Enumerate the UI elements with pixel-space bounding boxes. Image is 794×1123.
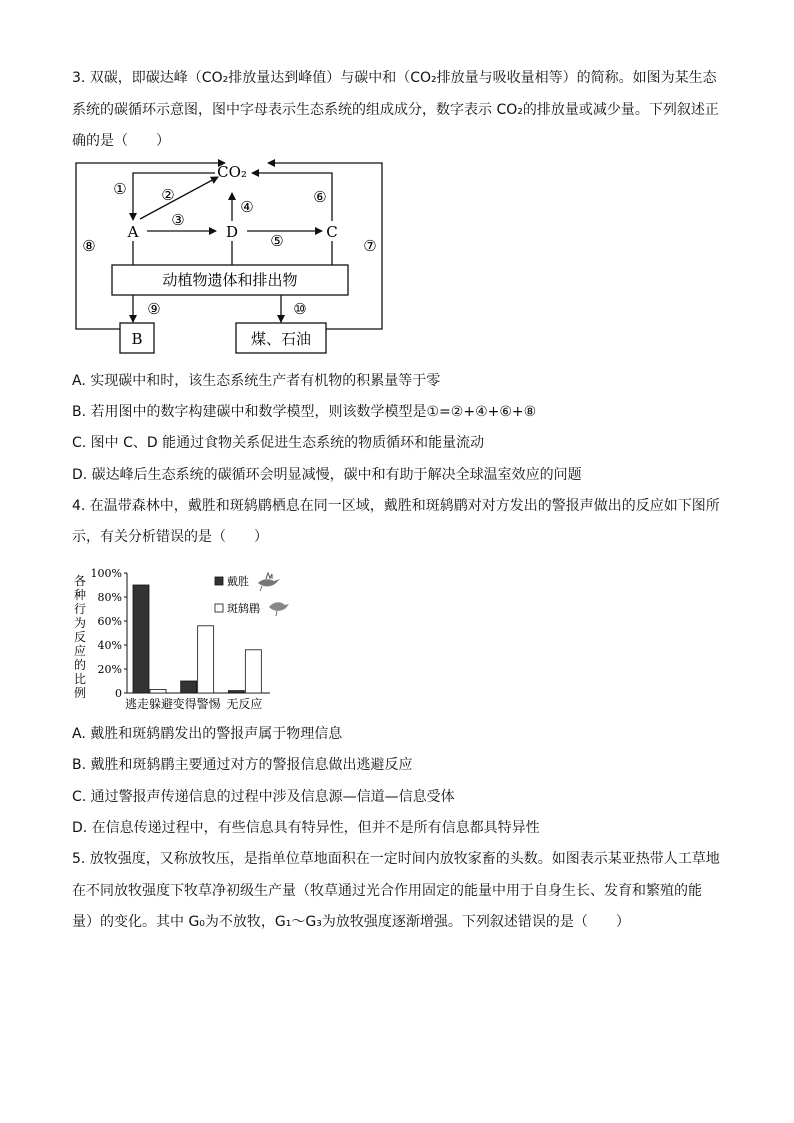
hoopoe-bird-icon xyxy=(258,573,280,591)
q3-option-c: C. 图中 C、D 能通过食物关系促进生态系统的物质循环和能量流动 xyxy=(72,435,485,451)
legend-swatch-daisheng xyxy=(215,577,223,585)
remains-label: 动植物遗体和排出物 xyxy=(162,271,298,289)
y-tick-label: 20% xyxy=(97,663,122,676)
label-5: ⑤ xyxy=(270,232,284,250)
label-2: ② xyxy=(161,186,175,204)
q3-option-b: B. 若用图中的数字构建碳中和数学模型，则该数学模型是①=②+④+⑥+⑧ xyxy=(72,404,537,420)
q4-option-c: C. 通过警报声传递信息的过程中涉及信息源—信道—信息受体 xyxy=(72,789,455,805)
q5-line-1: 5. 放牧强度，又称放牧压，是指单位草地面积在一定时间内放牧家畜的头数。如图表示某亚热带人工草地 xyxy=(72,851,720,867)
y-tick-label: 40% xyxy=(97,639,122,652)
y-axis-label-char: 各 xyxy=(73,574,87,588)
label-9: ⑨ xyxy=(147,300,161,318)
y-axis-label-char: 为 xyxy=(73,616,87,630)
y-axis-label-char: 种 xyxy=(73,588,87,602)
babbler-bird-icon xyxy=(269,602,289,616)
label-6: ⑥ xyxy=(313,188,327,206)
bar-daisheng xyxy=(181,681,197,693)
q4-option-a: A. 戴胜和斑鸫鹛发出的警报声属于物理信息 xyxy=(72,726,343,742)
y-axis-label-char: 例 xyxy=(73,686,87,700)
y-tick-label: 0 xyxy=(115,687,122,700)
legend-swatch-bandongmei xyxy=(215,604,223,612)
bar-bandongmei xyxy=(150,689,166,693)
carbon-cycle-diagram xyxy=(70,157,390,357)
y-axis-label-char: 反 xyxy=(73,630,87,644)
label-7: ⑦ xyxy=(363,237,377,255)
q5-line-3: 量）的变化。其中 G₀为不放牧，G₁～G₃为放牧强度逐渐增强。下列叙述错误的是（ ） xyxy=(72,914,630,930)
y-axis-label-char: 应 xyxy=(73,644,87,658)
node-d: D xyxy=(225,223,239,241)
bar-bandongmei xyxy=(245,650,261,693)
node-c: C xyxy=(326,223,338,241)
alarm-response-bar-chart xyxy=(70,563,310,713)
node-b: B xyxy=(131,330,143,348)
q4-option-b: B. 戴胜和斑鸫鹛主要通过对方的警报信息做出逃避反应 xyxy=(72,757,413,773)
bar-bandongmei xyxy=(198,626,214,693)
q4-option-d: D. 在信息传递过程中，有些信息具有特异性，但并不是所有信息都具特异性 xyxy=(72,820,540,836)
q3-option-d: D. 碳达峰后生态系统的碳循环会明显减慢，碳中和有助于解决全球温室效应的问题 xyxy=(72,467,582,483)
label-10: ⑩ xyxy=(293,300,307,318)
q3-option-a: A. 实现碳中和时，该生态系统生产者有机物的积累量等于零 xyxy=(72,373,441,389)
label-3: ③ xyxy=(171,211,185,229)
q4-line-2: 示，有关分析错误的是（ ） xyxy=(72,529,268,545)
label-8: ⑧ xyxy=(82,237,96,255)
x-category-label: 无反应 xyxy=(226,697,263,711)
label-4: ④ xyxy=(240,198,254,216)
y-tick-label: 80% xyxy=(97,591,122,604)
x-category-label: 变得警惕 xyxy=(172,697,221,711)
coal-label: 煤、石油 xyxy=(250,330,312,348)
label-1: ① xyxy=(113,180,127,198)
node-a: A xyxy=(127,223,139,241)
bar-daisheng xyxy=(133,585,149,693)
y-tick-label: 60% xyxy=(97,615,122,628)
legend-label-bandongmei: 斑鸫鹛 xyxy=(227,602,260,615)
x-category-label: 逃走躲避 xyxy=(124,697,174,711)
y-tick-label: 100% xyxy=(90,567,122,580)
chart-legend xyxy=(215,573,289,616)
q5-line-2: 在不同放牧强度下牧草净初级生产量（牧草通过光合作用固定的能量中用于自身生长、发育和繁殖的能 xyxy=(72,883,702,899)
q3-line-3: 确的是（ ） xyxy=(72,133,170,149)
y-axis-label-char: 比 xyxy=(73,672,87,686)
legend-label-daisheng: 戴胜 xyxy=(227,575,249,588)
q4-line-1: 4. 在温带森林中，戴胜和斑鸫鹛栖息在同一区域，戴胜和斑鸫鹛对对方发出的警报声做出的反应如下图所 xyxy=(72,498,720,514)
q3-line-1: 3. 双碳，即碳达峰（CO₂排放量达到峰值）与碳中和（CO₂排放量与吸收量相等）的简称。如图为某生态 xyxy=(72,70,717,86)
q3-line-2: 系统的碳循环示意图，图中字母表示生态系统的组成成分，数字表示 CO₂的排放量或减少量。下列叙述正 xyxy=(72,102,719,118)
y-axis-label-char: 行 xyxy=(73,602,87,616)
y-axis-label-char: 的 xyxy=(73,658,87,672)
chart-y-axis-label xyxy=(74,574,86,700)
bar-daisheng xyxy=(228,691,244,693)
co2-label: CO₂ xyxy=(217,163,247,181)
